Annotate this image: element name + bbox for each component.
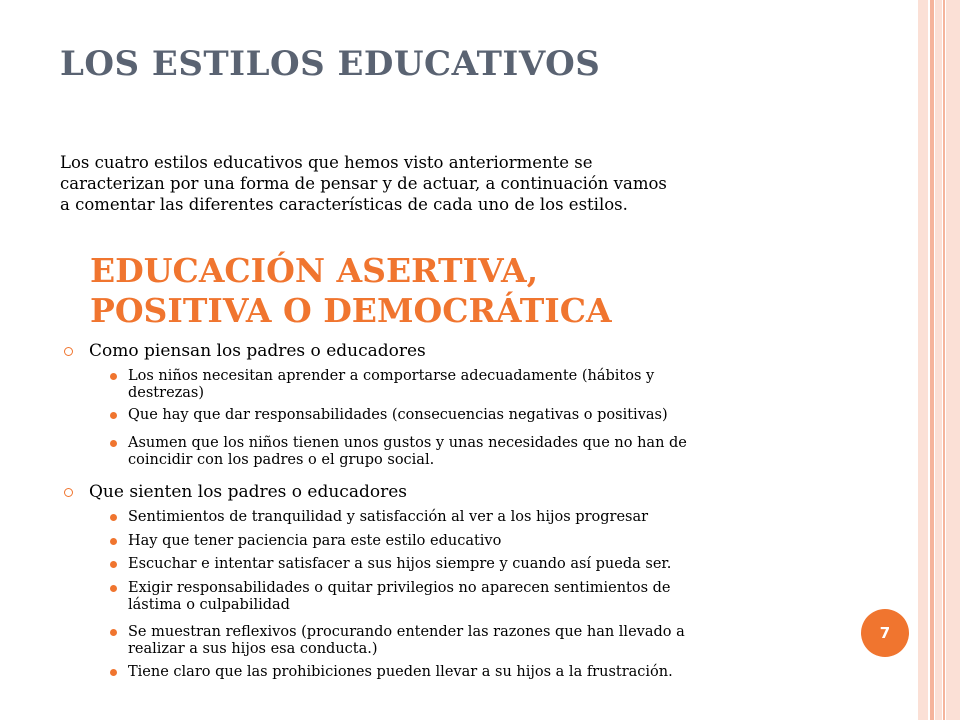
bullet-line: coincidir con los padres o el grupo social. — [128, 452, 435, 468]
bullet-text — [128, 664, 828, 681]
page-number-badge: 7 — [861, 609, 909, 657]
stripe — [935, 0, 942, 720]
bullet-text — [128, 368, 828, 402]
decorative-stripes — [920, 0, 960, 720]
stripe — [946, 0, 960, 720]
intro-line: Los cuatro estilos educativos que hemos visto anteriormente se — [60, 153, 593, 172]
dot-bullet-icon — [110, 412, 117, 419]
bullet-text — [128, 435, 828, 469]
dot-bullet-icon — [110, 629, 117, 636]
dot-bullet-icon — [110, 440, 117, 447]
dot-bullet-icon — [110, 538, 117, 545]
bullet-text — [128, 509, 828, 526]
dot-bullet-icon — [110, 561, 117, 568]
bullet-line: Tiene claro que las prohibiciones pueden llevar a su hijos a la frustración. — [128, 664, 673, 680]
bullet-label: Como piensan los padres o educadores — [89, 341, 426, 361]
bullet-line: destrezas) — [128, 385, 205, 401]
bullet-text — [128, 556, 828, 573]
bullet-text — [128, 407, 828, 424]
stripe — [920, 0, 928, 720]
bullet-line: Hay que tener paciencia para este estilo educativo — [128, 533, 502, 549]
heading-line: POSITIVA O DEMOCRÁTICA — [90, 291, 612, 330]
bullet-line: Escuchar e intentar satisfacer a sus hijos siempre y cuando así pueda ser. — [128, 556, 672, 572]
bullet-text — [128, 580, 828, 614]
dot-bullet-icon — [110, 373, 117, 380]
ring-bullet-icon — [64, 347, 73, 356]
bullet-text — [128, 533, 828, 550]
bullet-line: Sentimientos de tranquilidad y satisfacción al ver a los hijos progresar — [128, 509, 649, 525]
intro-line: caracterizan por una forma de pensar y de actuar, a continuación vamos — [60, 174, 667, 193]
section-heading — [90, 251, 612, 331]
bullet-line: Asumen que los niños tienen unos gustos y unas necesidades que no han de — [128, 435, 687, 451]
slide-title: LOS ESTILOS EDUCATIVOS — [60, 44, 601, 84]
stripe — [930, 0, 934, 720]
bullet-line: lástima o culpabilidad — [128, 597, 290, 613]
ring-bullet-icon — [64, 488, 73, 497]
bullet-line: Exigir responsabilidades o quitar privilegios no aparecen sentimientos de — [128, 580, 671, 596]
heading-line: EDUCACIÓN ASERTIVA, — [90, 251, 539, 290]
intro-line: a comentar las diferentes características de cada uno de los estilos. — [60, 195, 628, 214]
bullet-line: Se muestran reflexivos (procurando entender las razones que han llevado a — [128, 624, 685, 640]
bullet-line: Los niños necesitan aprender a comportarse adecuadamente (hábitos y — [128, 368, 655, 384]
dot-bullet-icon — [110, 585, 117, 592]
bullet-label: Que sienten los padres o educadores — [89, 482, 407, 502]
stripe — [943, 0, 945, 720]
bullet-text — [128, 624, 828, 658]
intro-paragraph — [60, 152, 840, 215]
dot-bullet-icon — [110, 514, 117, 521]
dot-bullet-icon — [110, 669, 117, 676]
bullet-line: realizar a sus hijos esa conducta.) — [128, 641, 378, 657]
bullet-line: Que hay que dar responsabilidades (consecuencias negativas o positivas) — [128, 407, 668, 423]
